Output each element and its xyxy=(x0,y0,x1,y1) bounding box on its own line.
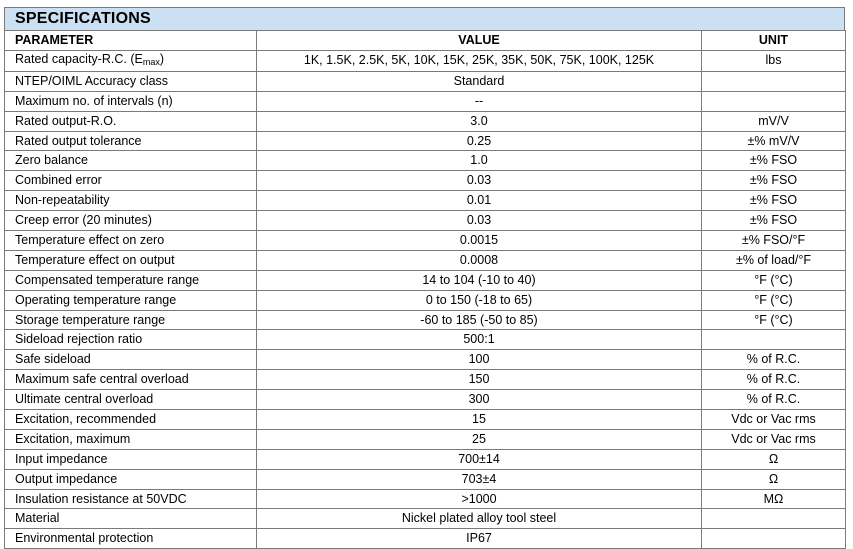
unit-cell xyxy=(702,91,846,111)
value-cell: 500:1 xyxy=(257,330,702,350)
value-cell: 0.25 xyxy=(257,131,702,151)
specifications-sheet xyxy=(4,7,845,549)
unit-cell: Ω xyxy=(702,469,846,489)
parameter-cell: Temperature effect on zero xyxy=(5,231,257,251)
value-cell: IP67 xyxy=(257,529,702,549)
value-cell: 0 to 150 (-18 to 65) xyxy=(257,290,702,310)
unit-cell: Vdc or Vac rms xyxy=(702,410,846,430)
unit-cell xyxy=(702,330,846,350)
unit-cell: % of R.C. xyxy=(702,390,846,410)
table-row xyxy=(5,50,846,71)
parameter-cell: Insulation resistance at 50VDC xyxy=(5,489,257,509)
value-cell: 100 xyxy=(257,350,702,370)
value-cell: -60 to 185 (-50 to 85) xyxy=(257,310,702,330)
table-row xyxy=(5,310,846,330)
value-cell: >1000 xyxy=(257,489,702,509)
table-row xyxy=(5,469,846,489)
unit-cell: ±% FSO xyxy=(702,211,846,231)
unit-cell: ±% FSO xyxy=(702,151,846,171)
table-row xyxy=(5,350,846,370)
parameter-cell: Non-repeatability xyxy=(5,191,257,211)
unit-cell xyxy=(702,71,846,91)
value-cell: 0.0008 xyxy=(257,250,702,270)
parameter-cell: Operating temperature range xyxy=(5,290,257,310)
parameter-cell: Zero balance xyxy=(5,151,257,171)
value-cell: 14 to 104 (-10 to 40) xyxy=(257,270,702,290)
value-cell: 703±4 xyxy=(257,469,702,489)
unit-cell: °F (°C) xyxy=(702,310,846,330)
unit-cell: MΩ xyxy=(702,489,846,509)
value-cell: 15 xyxy=(257,410,702,430)
table-row xyxy=(5,489,846,509)
unit-cell xyxy=(702,509,846,529)
unit-cell: ±% FSO xyxy=(702,191,846,211)
table-row xyxy=(5,529,846,549)
unit-cell xyxy=(702,529,846,549)
parameter-cell: NTEP/OIML Accuracy class xyxy=(5,71,257,91)
table-row xyxy=(5,429,846,449)
value-cell: 0.03 xyxy=(257,211,702,231)
parameter-cell: Temperature effect on output xyxy=(5,250,257,270)
table-row xyxy=(5,509,846,529)
table-header-row xyxy=(5,31,846,51)
value-cell: 700±14 xyxy=(257,449,702,469)
parameter-cell: Excitation, recommended xyxy=(5,410,257,430)
unit-cell: ±% mV/V xyxy=(702,131,846,151)
table-row xyxy=(5,330,846,350)
value-cell: 1K, 1.5K, 2.5K, 5K, 10K, 15K, 25K, 35K, 50K, 75K, 100K, 125K xyxy=(257,50,702,71)
table-row xyxy=(5,151,846,171)
unit-cell: % of R.C. xyxy=(702,350,846,370)
table-row xyxy=(5,370,846,390)
parameter-cell: Environmental protection xyxy=(5,529,257,549)
table-row xyxy=(5,290,846,310)
table-row xyxy=(5,71,846,91)
value-cell: 300 xyxy=(257,390,702,410)
unit-cell: ±% FSO/°F xyxy=(702,231,846,251)
table-row xyxy=(5,91,846,111)
table-row xyxy=(5,250,846,270)
value-cell: 150 xyxy=(257,370,702,390)
specifications-table xyxy=(4,30,846,549)
parameter-cell: Maximum safe central overload xyxy=(5,370,257,390)
parameter-cell: Safe sideload xyxy=(5,350,257,370)
parameter-text-suffix: ) xyxy=(159,51,165,66)
table-row xyxy=(5,390,846,410)
table-row xyxy=(5,131,846,151)
table-row xyxy=(5,191,846,211)
parameter-cell: Creep error (20 minutes) xyxy=(5,211,257,231)
unit-cell: °F (°C) xyxy=(702,290,846,310)
parameter-cell: Storage temperature range xyxy=(5,310,257,330)
table-row xyxy=(5,410,846,430)
column-header-value: VALUE xyxy=(257,31,702,51)
parameter-cell xyxy=(5,50,257,71)
unit-cell: % of R.C. xyxy=(702,370,846,390)
unit-cell: lbs xyxy=(702,50,846,71)
unit-cell: Vdc or Vac rms xyxy=(702,429,846,449)
parameter-cell: Output impedance xyxy=(5,469,257,489)
unit-cell: mV/V xyxy=(702,111,846,131)
parameter-subscript: max xyxy=(142,56,160,67)
parameter-cell: Excitation, maximum xyxy=(5,429,257,449)
unit-cell: ±% of load/°F xyxy=(702,250,846,270)
table-row xyxy=(5,449,846,469)
value-cell: Standard xyxy=(257,71,702,91)
parameter-cell: Maximum no. of intervals (n) xyxy=(5,91,257,111)
value-cell: Nickel plated alloy tool steel xyxy=(257,509,702,529)
parameter-cell: Rated output-R.O. xyxy=(5,111,257,131)
column-header-parameter: PARAMETER xyxy=(5,31,257,51)
section-title: SPECIFICATIONS xyxy=(4,7,845,30)
parameter-cell: Input impedance xyxy=(5,449,257,469)
value-cell: 3.0 xyxy=(257,111,702,131)
value-cell: 0.03 xyxy=(257,171,702,191)
unit-cell: ±% FSO xyxy=(702,171,846,191)
table-row xyxy=(5,171,846,191)
table-row xyxy=(5,231,846,251)
table-row xyxy=(5,111,846,131)
parameter-cell: Rated output tolerance xyxy=(5,131,257,151)
parameter-cell: Ultimate central overload xyxy=(5,390,257,410)
value-cell: 0.0015 xyxy=(257,231,702,251)
value-cell: 1.0 xyxy=(257,151,702,171)
unit-cell: °F (°C) xyxy=(702,270,846,290)
value-cell: 0.01 xyxy=(257,191,702,211)
unit-cell: Ω xyxy=(702,449,846,469)
parameter-text: Rated capacity-R.C. (E xyxy=(15,51,143,66)
value-cell: -- xyxy=(257,91,702,111)
parameter-cell: Material xyxy=(5,509,257,529)
column-header-unit: UNIT xyxy=(702,31,846,51)
parameter-cell: Compensated temperature range xyxy=(5,270,257,290)
table-row xyxy=(5,270,846,290)
value-cell: 25 xyxy=(257,429,702,449)
parameter-cell: Sideload rejection ratio xyxy=(5,330,257,350)
parameter-cell: Combined error xyxy=(5,171,257,191)
table-row xyxy=(5,211,846,231)
